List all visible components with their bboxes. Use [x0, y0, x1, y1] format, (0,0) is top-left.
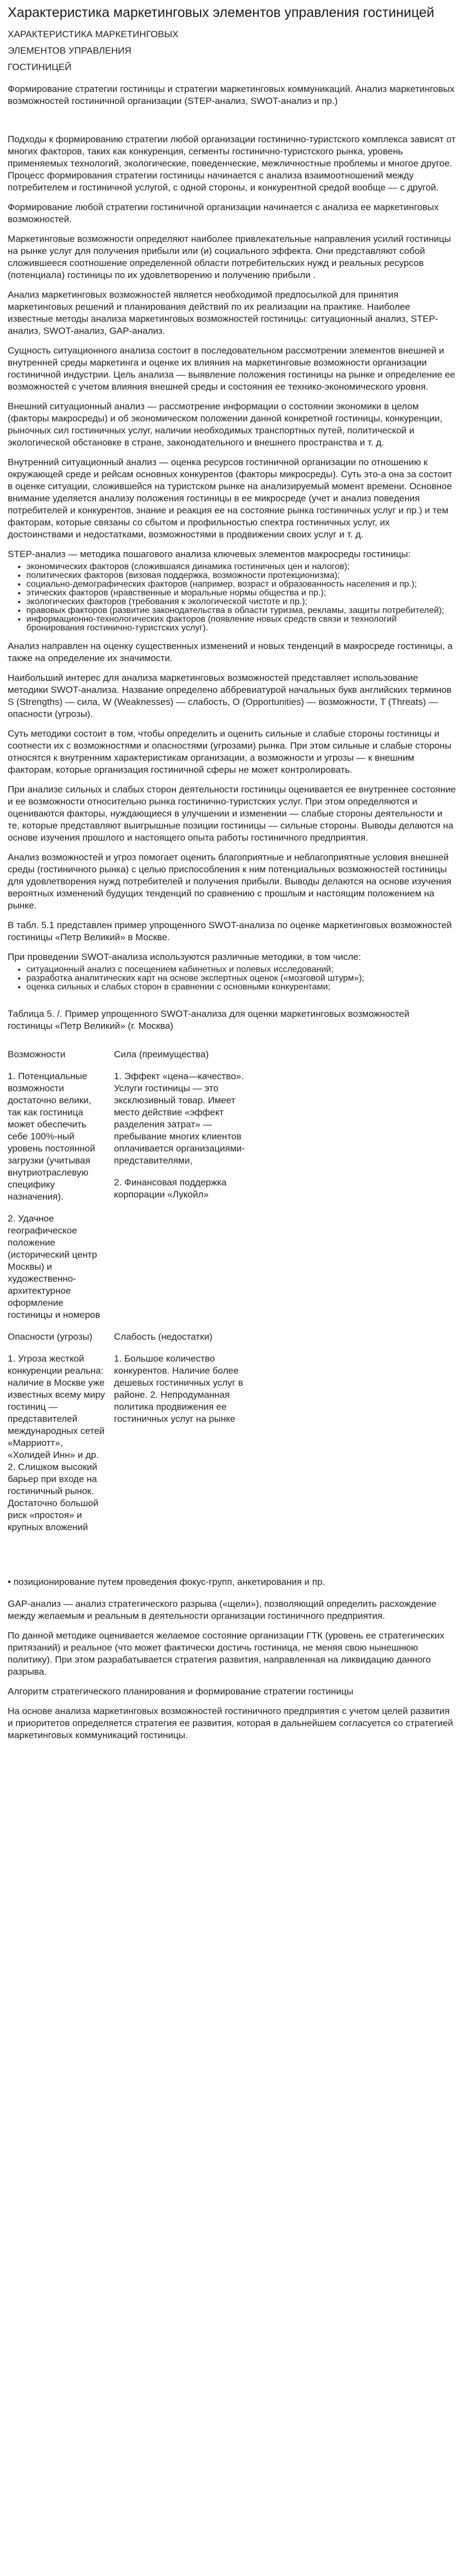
- list-item: • экологических факторов (требования к экологической чистоте и пр.);: [26, 598, 456, 606]
- cell-text: 2. Финансовая поддержка корпорации «Лукойл»: [114, 1177, 227, 1200]
- cell-text: 1. Угроза жесткой конкуренции реальна: наличие в Москве уже известных всему миру гостиниц — представителей международных сетей «Марриотт», «Холидей Инн» и др. 2. Слишком высокий барьер при входе на гостиничный рынок. Достаточно большой риск «простоя» и крупных вложений: [8, 1353, 105, 1532]
- paragraph: При проведении SWOT-анализа используются различные методики, в том числе:: [8, 952, 361, 962]
- column-header-strengths: Сила (преимущества): [114, 1049, 209, 1060]
- paragraph: Внутренний ситуационный анализ — оценка ресурсов гостиничной организации по отношению к окружающей среде и рейсам основных конкурентов (факторы микросреды). Суть это-а она за состоит в оценке ситуации, сложившейся на туристском рынке на анализируемый момент времени. Основное внимание уделяется анализу положения гостиницы в ее микросреде (учет и анализ поведения потребителей и конкурентов, знание и реакция ее на состояние рынка гостиничных услуг и пр.) и тем факторам, которые связаны со сбытом и профильностью спектра гостиничных услуг, их достоинствами и недостатками, возможностями в продвижении своих услуг и т. д.: [8, 457, 452, 540]
- paragraph: Анализ направлен на оценку существенных изменений и новых тенденций в макросреде гостиницы, а также на определение их значимости.: [8, 641, 453, 663]
- paragraph: Сущность ситуационного анализа состоит в последовательном рассмотрении элементов внешней и внутренней среды маркетинга и оценке их влияния на маркетинговые возможности организации гостиничной индустрии. Цель анализа — выявление положения гостиницы на рынке и определение ее возможностей с учетом влияния внешней среды и состояния ее технико-экономического уровня.: [8, 345, 455, 392]
- section-heading: [8, 28, 456, 73]
- column-header-weaknesses: Слабость (недостатки): [114, 1332, 213, 1342]
- table-caption: Таблица 5. /. Пример упрощенного SWOT-анализа для оценки маркетинговых возможностей гостиницы «Петр Великий» (г. Москва): [8, 1009, 410, 1031]
- section-heading-line: ГОСТИНИЦЕЙ: [8, 62, 72, 72]
- table-cell: [114, 1331, 253, 1543]
- paragraph: Формирование любой стратегии гостиничной организации начинается с анализа ее маркетинговых возможностей.: [8, 202, 439, 224]
- column-header-opportunities: Возможности: [8, 1049, 66, 1060]
- page-title: Характеристика маркетинговых элементов управления гостиницей: [8, 5, 434, 20]
- cell-text: 1. Эффект «цена—качество». Услуги гостиницы — это эксклюзивный товар. Имеет место действие «эффект разделения затрат» — пребывание многих клиентов оплачивается организациями-представителями,: [114, 1071, 245, 1166]
- section-heading-line: ЭЛЕМЕНТОВ УПРАВЛЕНИЯ: [8, 45, 131, 56]
- paragraph: Анализ возможностей и угроз помогает оценить благоприятные и неблагоприятные условия внешней среды (гостиничного рынка) с целью приспособления к ним потенциальных возможностей гостиницы для удовлетворения нужд потребителей и получения прибыли. Выводы делаются на основе изучения вероятных изменений будущих тенденций по сравнению с прошлым и настоящим положением на рынке.: [8, 852, 451, 911]
- list-item: • этических факторов (нравственные и моральные нормы общества и пр.);: [26, 589, 456, 598]
- paragraph: GAP-анализ — анализ стратегического разрыва («щели»), позволяющий определить расхождение между желаемым и реальным в деятельности организации гостиничного предприятия.: [8, 1599, 437, 1621]
- cell-text: 2. Удачное географическое положение (исторический центр Москвы) и художественно-архитектурное оформление гостиницы и номеров: [8, 1213, 100, 1320]
- list-item: • разработка аналитических карт на основе экспертных оценок («мозговой штурм»);: [26, 974, 456, 983]
- swot-table: [8, 1049, 253, 1543]
- list-item: • ситуационный анализ с посещением кабинетных и полевых исследований;: [26, 965, 456, 974]
- list-item: • правовых факторов (развитие законодательства в области туризма, рекламы, защиты потребителей);: [26, 606, 456, 615]
- paragraph: По данной методике оценивается желаемое состояние организации ГТК (уровень ее стратегических притязаний) и реальное (что может фактически достичь гостиница, не меняя свою нынешнюю политику). При этом разрабатывается стратегия развития, направленная на ликвидацию данного разрыва.: [8, 1630, 445, 1677]
- paragraph: STEP-анализ — методика пошагового анализа ключевых элементов макросреды гостиницы:: [8, 549, 411, 559]
- paragraph: Наибольший интерес для анализа маркетинговых возможностей представляет использование методики SWOT-анализа. Название определено аббревиатурой начальных букв английских терминов S (Strengths) — сила, W (Weaknesses) — слабость, O (Opportunities) — возможности, T (Threats) — опасности (угрозы).: [8, 673, 452, 719]
- intro-paragraph: Формирование стратегии гостиницы и стратегии маркетинговых коммуникаций. Анализ маркетинговых возможностей гостиничной организации (STEP-анализ, SWOT-анализ и пр.): [8, 84, 455, 106]
- paragraph: Анализ маркетинговых возможностей является необходимой предпосылкой для принятия маркетинговых решений и планирования действий по их реализации на практике. Наиболее известные методы анализа маркетинговых возможностей гостиницы: ситуационный анализ, STEP-анализ, SWOT-анализ, GAP-анализ.: [8, 290, 438, 336]
- table-cell: [8, 1331, 114, 1543]
- column-header-threats: Опасности (угрозы): [8, 1332, 93, 1342]
- cell-text: 1. Большое количество конкурентов. Наличие более дешевых гостиничных услуг в районе. 2. Непродуманная политика продвижения ее гостиничных услуг на рынке: [114, 1353, 243, 1424]
- list-item: • позиционирование путем проведения фокус-групп, анкетирования и пр.: [8, 1577, 325, 1587]
- step-factor-list: [8, 563, 456, 633]
- paragraph: При анализе сильных и слабых сторон деятельности гостиницы оценивается ее внутреннее состояние и ее возможности относительно рынка гостинично-туристских услуг. При этом определяются и оцениваются факторы, нуждающиеся в улучшении и изменении — слабые стороны деятельности и те, которые представляют выигрышные позиции гостиницы — сильные стороны. Выводы делаются на основе изучения прошлого и настоящего опыта работы гостиничного предприятия.: [8, 784, 456, 843]
- table-cell: [8, 1049, 114, 1331]
- table-row: [8, 1049, 253, 1331]
- cell-text: 1. Потенциальные возможности достаточно велики, так как гостиница может обеспечить себе 100%-ный уровень постоянной загрузки (учитывая внутриотраслевую специфику назначения).: [8, 1071, 95, 1202]
- swot-method-list: [8, 965, 456, 992]
- paragraph: Подходы к формированию стратегии любой организации гостинично-туристского комплекса зависят от многих факторов, таких как конкуренция, сегменты гостинично-туристского рынка, уровень применяемых технологий, экологические, поведенческие, межличностные проблемы и многое другое. Процесс формирования стратегии гостиницы начинается с анализа взаимоотношений между потребителем и гостиничной услугой, с одной стороны, и конкурентной средой вообще — с другой.: [8, 134, 456, 193]
- subsection-heading: Алгоритм стратегического планирования и формирование стратегии гостиницы: [8, 1686, 353, 1697]
- paragraph: Маркетинговые возможности определяют наиболее привлекательные направления усилий гостиницы на рынке услуг для получения прибыли или (и) социального эффекта. Они представляют собой сложившееся соотношение определенной области потребительских нужд и реальных ресурсов (потенциала) гостиницы по их удовлетворению и получению прибыли .: [8, 234, 451, 280]
- list-item: • оценка сильных и слабых сторон в сравнении с основными конкурентами;: [26, 983, 456, 992]
- section-heading-line: ХАРАКТЕРИСТИКА МАРКЕТИНГОВЫХ: [8, 29, 179, 39]
- paragraph: На основе анализа маркетинговых возможностей гостиничного предприятия с учетом целей развития и приоритетов определяется стратегия ее развития, которая в дальнейшем согласуется со стратегией маркетинговых коммуникаций гостиницы.: [8, 1706, 454, 1740]
- list-item: • экономических факторов (сложившаяся динамика гостиничных цен и налогов);: [26, 563, 456, 571]
- table-row: [8, 1331, 253, 1543]
- list-item: • политических факторов (визовая поддержка, возможности протекционизма);: [26, 571, 456, 580]
- paragraph: Суть методики состоит в том, чтобы определить и оценить сильные и слабые стороны гостиницы и соотнести их с возможностями и опасностями (угрозами) рынка. При этом сильные и слабые стороны относятся к внутренним характеристикам организации, а возможности и угрозы — к внешним факторам, которые организация гостиничной сферы не может контролировать.: [8, 728, 452, 775]
- list-item: • социально-демографических факторов (например, возраст и образованность населения и пр.);: [26, 580, 456, 589]
- paragraph: Внешний ситуационный анализ — рассмотрение информации о состоянии экономики в целом (факторы макросреды) и об экономическом положении данной конкретной гостиницы, конкуренции, рыночных сил гостиничных услуг, наличии необходимых транспортных путей, политической и экологической обстановке в стране, законодательного и внешнего пространства и т. д.: [8, 401, 443, 448]
- list-item: • информационно-технологических факторов (появление новых средств связи и технологий бронирования гостинично-туристских услуг).: [26, 615, 456, 633]
- paragraph: В табл. 5.1 представлен пример упрощенного SWOT-анализа по оценке маркетинговых возможностей гостиницы «Петр Великий» в Москве.: [8, 920, 452, 942]
- table-cell: [114, 1049, 253, 1331]
